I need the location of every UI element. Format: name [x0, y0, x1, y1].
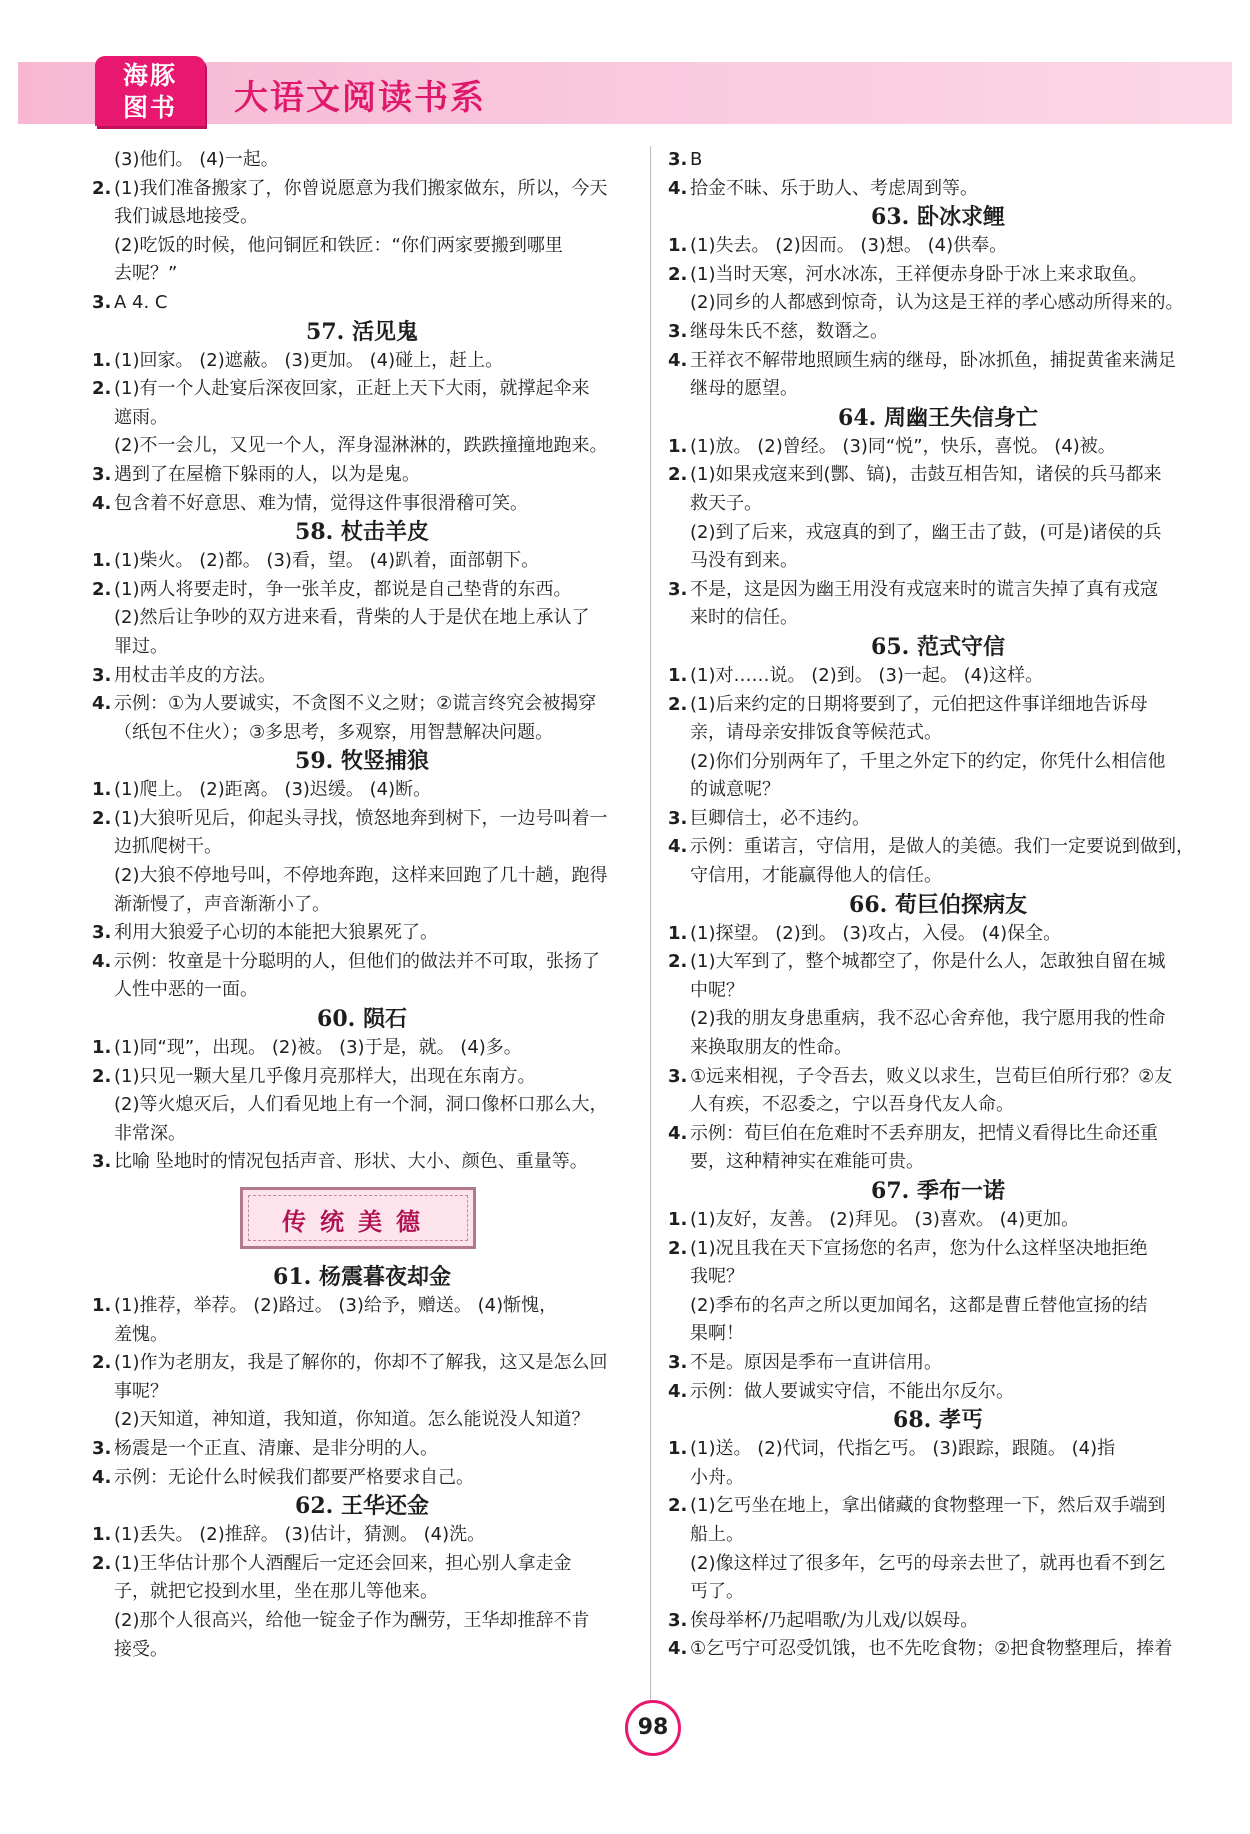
banner-frame: [240, 1187, 476, 1249]
answer-text-line: 救天子。: [690, 492, 762, 514]
question-number: 4.: [668, 1122, 688, 1144]
question-number: 2.: [92, 1065, 112, 1087]
answer-text: 杨震是一个正直、清廉、是非分明的人。: [114, 1437, 438, 1459]
answer-text-line: (2)吃饭的时候，他问铜匠和铁匠：“你们两家要搬到哪里: [114, 234, 563, 256]
answer-item: [668, 948, 1208, 977]
answer-text-line: (2)大狼不停地号叫，不停地奔跑，这样来回跑了几十趟，跑得: [114, 865, 608, 887]
answer-item: [668, 691, 1208, 720]
question-number: 4.: [668, 349, 688, 371]
answer-text-line: 继母的愿望。: [690, 378, 798, 400]
question-number: 1.: [668, 1209, 688, 1230]
answer-item: [668, 833, 1208, 862]
answer-text: (1)失去。 (2)因而。 (3)想。 (4)供奉。: [690, 235, 1008, 257]
question-number: 2.: [668, 693, 688, 715]
question-number: 4.: [92, 492, 112, 514]
answer-text: (1)如果戎寇来到(酆、镐)，击鼓互相告知，诸侯的兵马都来: [690, 464, 1162, 486]
answer-text: 用杖击羊皮的方法。: [114, 664, 276, 686]
question-number: 1.: [92, 550, 112, 572]
answer-item: [92, 805, 632, 834]
answer-item: [668, 920, 1208, 949]
question-number: 2.: [92, 578, 112, 600]
answer-text: (1)后来约定的日期将要到了，元伯把这件事详细地告诉母: [690, 693, 1148, 715]
answer-text-line: 羞愧。: [114, 1323, 168, 1345]
answer-text-line: (2)到了后来，戎寇真的到了，幽王击了鼓，(可是)诸侯的兵: [690, 521, 1162, 543]
question-number: 1.: [668, 435, 688, 457]
question-number: 2.: [92, 177, 112, 199]
answer-text: 示例：无论什么时候我们都要严格要求自己。: [114, 1466, 474, 1488]
question-number: 2.: [668, 1237, 688, 1259]
answer-column-right: [668, 146, 1208, 1664]
answer-item: [92, 289, 632, 318]
answer-text-line: 中呢？: [690, 979, 744, 1001]
answer-item: [92, 1435, 632, 1464]
answer-text: (1)当时天寒，河水冰冻，王祥便赤身卧于冰上来求取鱼。: [690, 263, 1148, 285]
question-number: 3.: [668, 1065, 688, 1087]
banner-text: 传统美德: [282, 1207, 434, 1236]
question-number: 3.: [92, 1151, 112, 1173]
answer-item: [92, 347, 632, 376]
answer-text-line: (2)我的朋友身患重病，我不忍心舍弃他，我宁愿用我的性命: [690, 1008, 1166, 1030]
answer-text: 利用大狼爱子心切的本能把大狼累死了。: [114, 922, 438, 944]
question-number: 1.: [92, 349, 112, 371]
answer-text-line: 事呢？: [114, 1380, 168, 1402]
answer-text-line: (2)你们分别两年了，千里之外定下的约定，你凭什么相信他: [690, 750, 1166, 772]
question-number: 4.: [668, 1380, 688, 1402]
page-number: 98: [625, 1700, 681, 1756]
answer-text-line: 小舟。: [690, 1466, 744, 1488]
question-number: 3.: [668, 149, 688, 170]
answer-item: [92, 948, 632, 977]
answer-text: B: [690, 149, 703, 170]
answer-text-line: (2)天知道，神知道，我知道，你知道。怎么能说没人知道？: [114, 1409, 590, 1431]
answer-text-line: 子，就把它投到水里，坐在那儿等他来。: [114, 1581, 438, 1603]
answer-text-line: 我们诚恳地接受。: [114, 206, 258, 228]
question-number: 3.: [92, 463, 112, 485]
answer-text: 示例：做人要诚实守信，不能出尔反尔。: [690, 1380, 1014, 1402]
answer-text: 比喻 坠地时的情况包括声音、形状、大小、颜色、重量等。: [114, 1151, 588, 1173]
question-number: 3.: [668, 807, 688, 829]
answer-item: [92, 1292, 632, 1321]
answer-text: (1)放。 (2)曾经。 (3)同“悦”，快乐，喜悦。 (4)被。: [690, 435, 1116, 457]
answer-item: [92, 490, 632, 519]
answer-text: ①乞丐宁可忍受饥饿，也不先吃食物；②把食物整理后，捧着: [690, 1638, 1173, 1660]
question-number: 2.: [92, 378, 112, 400]
answer-item: [668, 1235, 1208, 1264]
answer-text: A 4. C: [114, 291, 168, 313]
answer-text-line: (2)那个人很高兴，给他一锭金子作为酬劳，王华却推辞不肯: [114, 1609, 590, 1631]
answer-text-line: 非常深。: [114, 1122, 186, 1144]
answer-item: [668, 1349, 1208, 1378]
answer-item: [668, 146, 1208, 175]
answer-text-line: 我呢？: [690, 1266, 744, 1288]
answer-text: (1)对……说。 (2)到。 (3)一起。 (4)这样。: [690, 664, 1044, 686]
answer-item: [668, 347, 1208, 376]
answer-item: [668, 1120, 1208, 1149]
question-number: 3.: [668, 1609, 688, 1631]
answer-text-line: (2)等火熄灭后，人们看见地上有一个洞，洞口像杯口那么大，: [114, 1094, 608, 1116]
answer-text: 继母朱氏不慈，数谮之。: [690, 320, 888, 342]
answer-item: [92, 919, 632, 948]
section-title: 67. 季布一诺: [871, 1178, 1005, 1204]
answer-item: [92, 1349, 632, 1378]
answer-text-line: (3)他们。 (4)一起。: [114, 149, 279, 170]
answer-text-line: 来时的信任。: [690, 607, 798, 629]
answer-item: [92, 175, 632, 204]
answer-item: [92, 1521, 632, 1550]
answer-item: [92, 690, 632, 719]
answer-item: [668, 805, 1208, 834]
answer-text-line: 接受。: [114, 1638, 168, 1660]
question-number: 3.: [92, 922, 112, 944]
answer-text: (1)友好，友善。 (2)拜见。 (3)喜欢。 (4)更加。: [690, 1209, 1080, 1230]
question-number: 2.: [92, 1552, 112, 1574]
answer-text: (1)作为老朋友，我是了解你的，你却不了解我，这又是怎么回: [114, 1352, 608, 1374]
answer-text: (1)有一个人赴宴后深夜回家，正赶上天下大雨，就撑起伞来: [114, 378, 590, 400]
logo-line-1: 海豚: [122, 61, 177, 90]
answer-item: [92, 375, 632, 404]
answer-item: [92, 776, 632, 805]
answer-text: (1)探望。 (2)到。 (3)攻占，入侵。 (4)保全。: [690, 922, 1062, 944]
answer-text: ①远来相视，子令吾去，败义以求生，岂荀巨伯所行邪？②友: [690, 1065, 1173, 1087]
answer-text: (1)推荐，举荐。 (2)路过。 (3)给予，赠送。 (4)惭愧，: [114, 1295, 558, 1316]
question-number: 4.: [92, 950, 112, 972]
section-title: 63. 卧冰求鲤: [871, 204, 1005, 231]
answer-item: [668, 1635, 1208, 1664]
answer-text: (1)王华估计那个人酒醒后一定还会回来，担心别人拿走金: [114, 1552, 572, 1574]
section-title: 57. 活见鬼: [306, 318, 418, 345]
question-number: 4.: [92, 1466, 112, 1488]
answer-item: [668, 318, 1208, 347]
question-number: 2.: [668, 263, 688, 285]
answer-text-line: 丐了。: [690, 1581, 744, 1603]
answer-text: (1)我们准备搬家了，你曾说愿意为我们搬家做东，所以，今天: [114, 177, 608, 199]
question-number: 3.: [668, 578, 688, 600]
column-divider: [650, 146, 651, 1716]
answer-text-line: （纸包不住火）；③多思考，多观察，用智慧解决问题。: [114, 721, 554, 743]
answer-text-line: (2)季布的名声之所以更加闻名，这都是曹丘替他宣扬的结: [690, 1294, 1148, 1316]
section-title: 61. 杨震暮夜却金: [273, 1264, 451, 1290]
answer-text: (1)只见一颗大星几乎像月亮那样大，出现在东南方。: [114, 1065, 536, 1087]
answer-item: [92, 461, 632, 490]
answer-text: 王祥衣不解带地照顾生病的继母，卧冰抓鱼，捕捉黄雀来满足: [690, 349, 1176, 371]
question-number: 1.: [668, 922, 688, 944]
answer-item: [668, 1607, 1208, 1636]
answer-text: (1)送。 (2)代词，代指乞丐。 (3)跟踪，跟随。 (4)指: [690, 1438, 1116, 1460]
answer-text: 俟母举杯/乃起唱歌/为儿戏/以娱母。: [690, 1609, 979, 1631]
question-number: 1.: [92, 779, 112, 801]
answer-item: [668, 576, 1208, 605]
section-title: 62. 王华还金: [295, 1493, 429, 1520]
answer-item: [668, 433, 1208, 462]
section-title: 60. 陨石: [317, 1006, 407, 1033]
section-title: 66. 荀巨伯探病友: [849, 891, 1027, 918]
answer-text-line: 去呢？”: [114, 263, 178, 285]
question-number: 3.: [92, 664, 112, 686]
answer-text: (1)爬上。 (2)距离。 (3)迟缓。 (4)断。: [114, 779, 432, 801]
question-number: 3.: [92, 1437, 112, 1459]
question-number: 4.: [92, 693, 112, 715]
answer-text: (1)同“现”，出现。 (2)被。 (3)于是，就。 (4)多。: [114, 1037, 522, 1059]
section-title: 59. 牧竖捕狼: [295, 748, 429, 775]
section-title: 64. 周幽王失信身亡: [838, 404, 1038, 431]
question-number: 2.: [668, 1495, 688, 1517]
answer-text: (1)柴火。 (2)都。 (3)看，望。 (4)趴着，面部朝下。: [114, 550, 540, 572]
answer-text: 遇到了在屋檐下躲雨的人，以为是鬼。: [114, 463, 420, 485]
answer-item: [668, 1378, 1208, 1407]
answer-item: [92, 1550, 632, 1579]
answer-text-line: 罪过。: [114, 635, 168, 657]
answer-text: 不是。原因是季布一直讲信用。: [690, 1351, 942, 1373]
publisher-logo: [95, 56, 205, 126]
question-number: 3.: [668, 1351, 688, 1373]
answer-item: [92, 1148, 632, 1177]
question-number: 1.: [668, 664, 688, 686]
answer-text-line: 人性中恶的一面。: [114, 979, 258, 1001]
section-title: 58. 杖击羊皮: [295, 519, 429, 546]
answer-text-line: 亲，请母亲安排饭食等候范式。: [690, 722, 942, 744]
section-banner: [92, 1177, 632, 1263]
answer-text: 拾金不昧、乐于助人、考虑周到等。: [690, 177, 978, 199]
answer-text-line: 渐渐慢了，声音渐渐小了。: [114, 893, 330, 915]
answer-item: [92, 576, 632, 605]
answer-item: [668, 1063, 1208, 1092]
answer-text: (1)两人将要走时，争一张羊皮，都说是自己垫背的东西。: [114, 578, 572, 600]
answer-column-left: [92, 146, 632, 1664]
question-number: 2.: [668, 951, 688, 973]
answer-text: 示例：①为人要诚实，不贪图不义之财；②谎言终究会被揭穿: [114, 693, 597, 715]
answer-item: [668, 261, 1208, 290]
answer-text-line: 的诚意呢？: [690, 779, 780, 801]
answer-item: [668, 1206, 1208, 1235]
answer-item: [92, 662, 632, 691]
answer-text: 示例：荀巨伯在危难时不丢弃朋友，把情义看得比生命还重: [690, 1122, 1158, 1144]
question-number: 4.: [668, 1638, 688, 1660]
answer-item: [92, 547, 632, 576]
answer-text-line: 人有疾，不忍委之，宁以吾身代友人命。: [690, 1094, 1014, 1116]
question-number: 3.: [92, 291, 112, 313]
answer-text: (1)况且我在天下宣扬您的名声，您为什么这样坚决地拒绝: [690, 1237, 1148, 1259]
section-title: 65. 范式守信: [871, 633, 1005, 660]
question-number: 4.: [668, 836, 688, 858]
answer-text: (1)大狼听见后，仰起头寻找，愤怒地奔到树下，一边号叫着一: [114, 807, 608, 829]
question-number: 1.: [92, 1037, 112, 1059]
answer-text-line: (2)同乡的人都感到惊奇，认为这是王祥的孝心感动所得来的。: [690, 292, 1184, 314]
question-number: 2.: [92, 1352, 112, 1374]
answer-item: [668, 662, 1208, 691]
series-title: 大语文阅读书系: [234, 78, 486, 118]
question-number: 1.: [668, 235, 688, 257]
answer-text: 巨卿信士，必不违约。: [690, 807, 870, 829]
answer-text: (1)大军到了，整个城都空了，你是什么人，怎敢独自留在城: [690, 951, 1166, 973]
answer-text: (1)回家。 (2)遮蔽。 (3)更加。 (4)碰上，赶上。: [114, 349, 504, 371]
answer-item: [668, 1492, 1208, 1521]
answer-text-line: 守信用，才能赢得他人的信任。: [690, 865, 942, 887]
answer-text-line: (2)像这样过了很多年，乞丐的母亲去世了，就再也看不到乞: [690, 1552, 1166, 1574]
answer-item: [92, 1063, 632, 1092]
answer-text-line: 边抓爬树干。: [114, 836, 222, 858]
answer-text: 示例：牧童是十分聪明的人，但他们的做法并不可取，张扬了: [114, 950, 600, 972]
answer-text-line: 要，这种精神实在难能可贵。: [690, 1151, 924, 1173]
answer-text: 不是，这是因为幽王用没有戎寇来时的谎言失掉了真有戎寇: [690, 578, 1158, 600]
question-number: 2.: [668, 464, 688, 486]
logo-line-2: 图书: [122, 93, 177, 122]
answer-item: [668, 232, 1208, 261]
answer-text: (1)乞丐坐在地上，拿出储藏的食物整理一下，然后双手端到: [690, 1495, 1166, 1517]
answer-text-line: 果啊！: [690, 1323, 744, 1345]
section-title: 68. 孝丐: [893, 1407, 983, 1434]
question-number: 1.: [92, 1295, 112, 1316]
answer-text: 示例：重诺言，守信用，是做人的美德。我们一定要说到做到，: [690, 836, 1194, 858]
answer-item: [92, 1464, 632, 1493]
answer-text-line: 遮雨。: [114, 406, 168, 428]
answer-text: 包含着不好意思、难为情，觉得这件事很滑稽可笑。: [114, 492, 528, 514]
question-number: 1.: [92, 1524, 112, 1546]
answer-text-line: 马没有到来。: [690, 550, 798, 572]
answer-text-line: 船上。: [690, 1523, 744, 1545]
answer-item: [668, 1435, 1208, 1464]
question-number: 1.: [668, 1438, 688, 1460]
question-number: 3.: [668, 320, 688, 342]
answer-item: [92, 1034, 632, 1063]
answer-item: [668, 461, 1208, 490]
answer-text-line: 来换取朋友的性命。: [690, 1037, 852, 1059]
question-number: 2.: [92, 807, 112, 829]
answer-text-line: (2)然后让争吵的双方进来看，背柴的人于是伏在地上承认了: [114, 607, 590, 629]
answer-item: [668, 175, 1208, 204]
answer-text-line: (2)不一会儿，又见一个人，浑身湿淋淋的，跌跌撞撞地跑来。: [114, 435, 608, 457]
question-number: 4.: [668, 177, 688, 199]
answer-text: (1)丢失。 (2)推辞。 (3)估计，猜测。 (4)洗。: [114, 1524, 486, 1546]
